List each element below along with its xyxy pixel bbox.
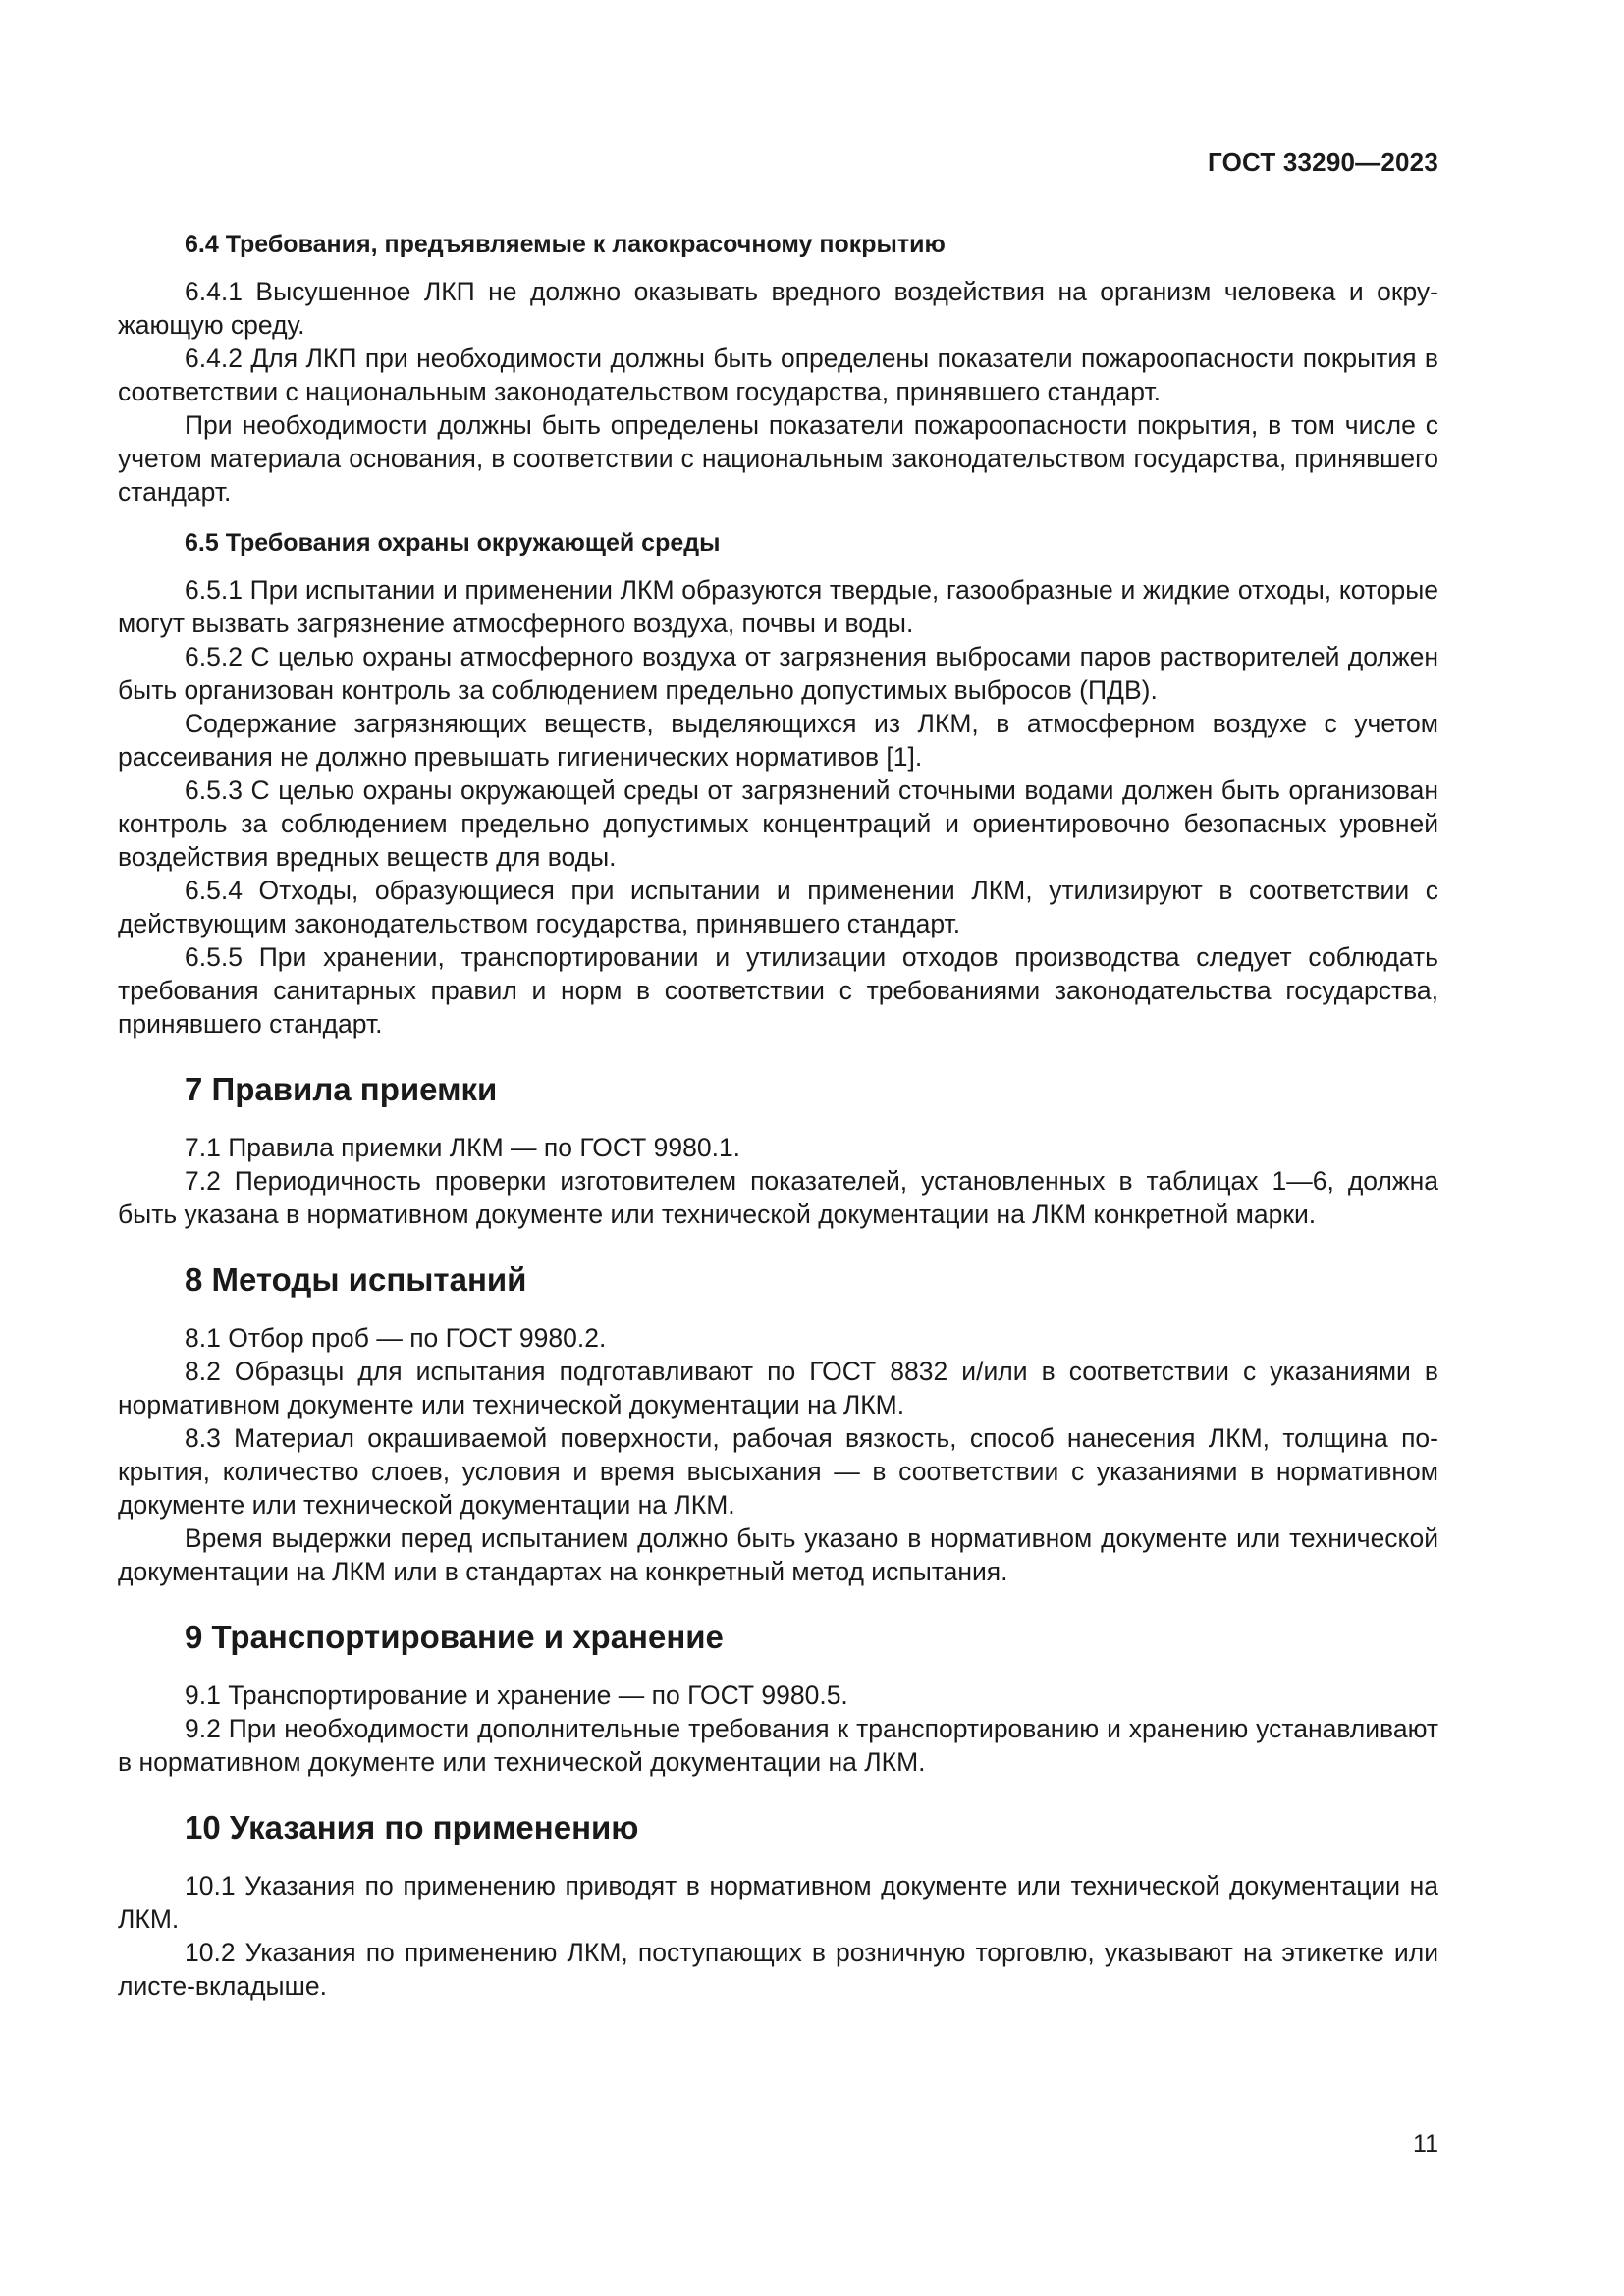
section-title-9: 9 Транспортирование и хранение bbox=[185, 1619, 724, 1655]
section-title-7: 7 Правила приемки bbox=[185, 1071, 498, 1107]
subsection-title-6-5: 6.5 Требования охраны окружающей среды bbox=[185, 529, 721, 557]
paragraph-6-4-2-note: При необходимости должны быть определены показатели пожароопасности покрытия, в том числе с учетом материала основания, в соответствии с национальным законодательством государства, принявшего стандарт. bbox=[118, 410, 1438, 507]
document-page bbox=[118, 0, 1438, 2296]
paragraph-6-5-2-note: Содержание загрязняющих веществ, выделяющихся из ЛКМ, в атмосферном воздухе с учетом рассеивания не должно превышать гигиенических нормативов [1]. bbox=[118, 709, 1438, 772]
section-title-8: 8 Методы испытаний bbox=[185, 1261, 527, 1298]
paragraph-9-1: 9.1 Транспортирование и хранение — по ГОСТ 9980.5. bbox=[185, 1681, 848, 1710]
paragraph-8-2: 8.2 Образцы для испытания подготавливают по ГОСТ 8832 и/или в соответствии с указаниями в нормативном документе или технической документации на ЛКМ. bbox=[118, 1357, 1438, 1419]
paragraph-10-2: 10.2 Указания по применению ЛКМ, поступающих в розничную торговлю, указывают на этикетке или листе-вкладыше. bbox=[118, 1938, 1438, 2001]
paragraph-8-3-note: Время выдержки перед испытанием должно быть указано в нормативном документе или технической документации на ЛКМ или в стандартах на конкретный метод испытания. bbox=[118, 1523, 1438, 1586]
subsection-title-6-4: 6.4 Требования, предъявляемые к лакокрасочному покрытию bbox=[185, 231, 946, 258]
page-number: 11 bbox=[1413, 2130, 1438, 2158]
paragraph-6-5-3: 6.5.3 С целью охраны окружающей среды от загрязнений сточными водами должен быть организован контроль за соблюдением предельно допустимых концентраций и ориентировочно безопасных уровней воздействия вредных веществ для воды. bbox=[118, 775, 1438, 872]
page-content bbox=[118, 228, 1438, 2002]
paragraph-8-1: 8.1 Отбор проб — по ГОСТ 9980.2. bbox=[185, 1323, 607, 1353]
paragraph-6-4-2: 6.4.2 Для ЛКП при необходимости должны быть определены показатели пожароопасности покрытия в соответствии с национальным законодательством государства, принявшего стандарт. bbox=[118, 344, 1438, 406]
paragraph-8-3: 8.3 Материал окрашиваемой поверхности, рабочая вязкость, способ нанесения ЛКМ, толщина покрытия, количество слоев, условия и время высыхания — в соответствии с указаниями в нормативном документе или технической документации на ЛКМ. bbox=[118, 1423, 1438, 1520]
paragraph-6-5-4: 6.5.4 Отходы, образующиеся при испытании и применении ЛКМ, утилизируют в соответствии с действующим законодательством государства, принявшего стандарт. bbox=[118, 876, 1438, 938]
paragraph-6-5-5: 6.5.5 При хранении, транспортировании и утилизации отходов производства следует соблюдать требования санитарных правил и норм в соответствии с требованиями законодательства государства, принявшего стандарт. bbox=[118, 942, 1438, 1039]
paragraph-6-5-1: 6.5.1 При испытании и применении ЛКМ образуются твердые, газообразные и жидкие отходы, которые могут вызвать загрязнение атмосферного воздуха, почвы и воды. bbox=[118, 575, 1438, 638]
paragraph-7-1: 7.1 Правила приемки ЛКМ — по ГОСТ 9980.1. bbox=[185, 1133, 741, 1162]
document-code: ГОСТ 33290—2023 bbox=[1208, 147, 1438, 177]
paragraph-9-2: 9.2 При необходимости дополнительные требования к транспортированию и хранению устанавливают в нормативном документе или технической документации на ЛКМ. bbox=[118, 1714, 1438, 1777]
paragraph-10-1: 10.1 Указания по применению приводят в нормативном документе или технической документации на ЛКМ. bbox=[118, 1871, 1438, 1934]
section-title-10: 10 Указания по применению bbox=[185, 1809, 639, 1845]
paragraph-6-5-2: 6.5.2 С целью охраны атмосферного воздуха от загрязнения выбросами паров растворителей должен быть организован контроль за соблюдением предельно допустимых выбросов (ПДВ). bbox=[118, 642, 1438, 705]
paragraph-7-2: 7.2 Периодичность проверки изготовителем показателей, установленных в таблицах 1—6, должна быть указана в нормативном документе или технической документации на ЛКМ конкретной марки. bbox=[118, 1166, 1438, 1229]
paragraph-6-4-1: 6.4.1 Высушенное ЛКП не должно оказывать вредного воздействия на организм человека и окружающую среду. bbox=[118, 277, 1438, 340]
